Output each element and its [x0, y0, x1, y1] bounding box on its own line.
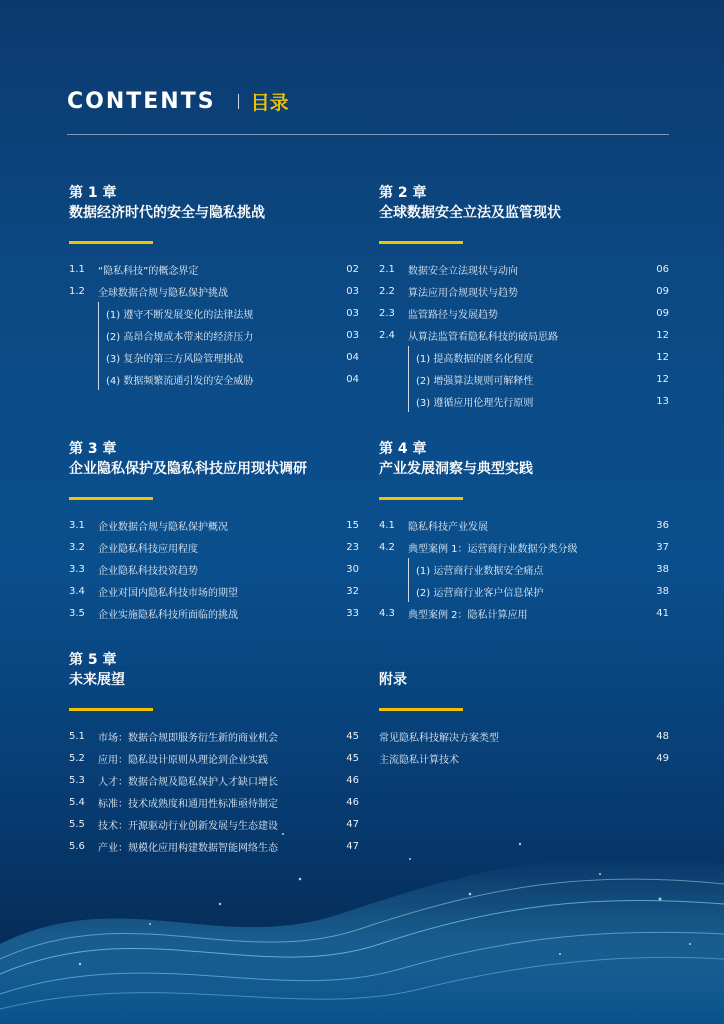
chapter-4 — [379, 440, 669, 624]
entry-page: 49 — [656, 752, 669, 764]
entry-page: 02 — [346, 263, 359, 275]
entry-label: 标准：技术成熟度和通用性标准亟待制定 — [98, 798, 278, 810]
entry-label: (1) 运营商行业数据安全痛点 — [416, 565, 544, 577]
entry-label: (3) 遵循应用伦理先行原则 — [416, 397, 534, 409]
title-separator — [238, 94, 239, 109]
entry-number: 5.6 — [69, 840, 85, 852]
toc-entry[interactable] — [69, 258, 359, 280]
entry-page: 32 — [346, 585, 359, 597]
entry-label: “隐私科技”的概念界定 — [98, 265, 199, 277]
entry-number: 2.1 — [379, 263, 395, 275]
chapter-number: 第 5 章 — [69, 652, 117, 668]
toc-entry[interactable] — [69, 580, 359, 602]
toc-subentry[interactable] — [416, 580, 669, 602]
toc-subentry[interactable] — [106, 368, 359, 390]
toc-entry[interactable] — [69, 602, 359, 624]
chapter-number: 第 3 章 — [69, 441, 117, 457]
toc-subentry[interactable] — [416, 558, 669, 580]
entry-page: 23 — [346, 541, 359, 553]
subentry-group — [408, 346, 669, 412]
entry-label: (1) 遵守不断发展变化的法律法规 — [106, 309, 254, 321]
chapter-5 — [69, 651, 359, 857]
chapter-underline — [379, 708, 463, 711]
toc-entry[interactable] — [69, 769, 359, 791]
entry-label: (1) 提高数据的匿名化程度 — [416, 353, 534, 365]
entry-label: 典型案例 1：运营商行业数据分类分级 — [408, 543, 578, 555]
chapter-underline — [69, 708, 153, 711]
chapter-1 — [69, 184, 359, 390]
toc-entry[interactable] — [69, 725, 359, 747]
chapter-3 — [69, 440, 359, 624]
toc-entry[interactable] — [379, 302, 669, 324]
entry-label: (2) 高昂合规成本带来的经济压力 — [106, 331, 254, 343]
entry-number: 5.3 — [69, 774, 85, 786]
toc-entry[interactable] — [379, 747, 669, 769]
toc-entry[interactable] — [69, 558, 359, 580]
entry-label: 监管路径与发展趋势 — [408, 309, 498, 321]
entry-number: 4.2 — [379, 541, 395, 553]
toc-entry[interactable] — [379, 258, 669, 280]
entry-label: 典型案例 2：隐私计算应用 — [408, 609, 528, 621]
chapter-2 — [379, 184, 669, 412]
toc-subentry[interactable] — [416, 346, 669, 368]
entry-label: 主流隐私计算技术 — [379, 754, 459, 766]
entry-number: 3.4 — [69, 585, 85, 597]
entry-page: 09 — [656, 285, 669, 297]
chapter-number: 第 4 章 — [379, 441, 427, 457]
entry-label: (2) 运营商行业客户信息保护 — [416, 587, 544, 599]
entry-page: 30 — [346, 563, 359, 575]
entry-page: 37 — [656, 541, 669, 553]
entry-label: 人才：数据合规及隐私保护人才缺口增长 — [98, 776, 278, 788]
entry-label: 全球数据合规与隐私保护挑战 — [98, 287, 228, 299]
toc-entry[interactable] — [379, 602, 669, 624]
entry-page: 36 — [656, 519, 669, 531]
entry-label: (4) 数据频繁流通引发的安全威胁 — [106, 375, 254, 387]
toc-entry[interactable] — [379, 536, 669, 558]
entry-label: (3) 复杂的第三方风险管理挑战 — [106, 353, 244, 365]
toc-entry[interactable] — [69, 813, 359, 835]
entry-label: 企业隐私科技投资趋势 — [98, 565, 198, 577]
entry-page: 38 — [656, 585, 669, 597]
entry-label: 数据安全立法现状与动向 — [408, 265, 518, 277]
entry-page: 33 — [346, 607, 359, 619]
mulu-title: 目录 — [250, 92, 289, 114]
entry-label: 企业数据合规与隐私保护概况 — [98, 521, 228, 533]
entry-page: 38 — [656, 563, 669, 575]
entry-page: 03 — [346, 285, 359, 297]
entry-number: 3.3 — [69, 563, 85, 575]
entry-number: 3.2 — [69, 541, 85, 553]
toc-entry[interactable] — [69, 514, 359, 536]
toc-entry[interactable] — [379, 725, 669, 747]
header-rule — [67, 134, 669, 135]
entry-label: 企业隐私科技应用程度 — [98, 543, 198, 555]
chapter-underline — [69, 497, 153, 500]
entry-page: 45 — [346, 752, 359, 764]
toc-subentry[interactable] — [416, 390, 669, 412]
entry-number: 4.1 — [379, 519, 395, 531]
entry-page: 48 — [656, 730, 669, 742]
entry-number: 3.1 — [69, 519, 85, 531]
entry-page: 13 — [656, 395, 669, 407]
toc-entry[interactable] — [379, 280, 669, 302]
entry-page: 46 — [346, 796, 359, 808]
appendix-title: 附录 — [379, 672, 407, 688]
entry-page: 12 — [656, 329, 669, 341]
toc-entry[interactable] — [69, 747, 359, 769]
toc-entry[interactable] — [69, 835, 359, 857]
entry-label: 企业对国内隐私科技市场的期望 — [98, 587, 238, 599]
entry-number: 1.2 — [69, 285, 85, 297]
chapter-underline — [379, 241, 463, 244]
appendix — [379, 670, 669, 769]
toc-subentry[interactable] — [416, 368, 669, 390]
entry-page: 03 — [346, 329, 359, 341]
entry-number: 5.2 — [69, 752, 85, 764]
toc-entry[interactable] — [379, 514, 669, 536]
subentry-group — [408, 558, 669, 602]
entry-label: 隐私科技产业发展 — [408, 521, 488, 533]
entry-number: 2.3 — [379, 307, 395, 319]
chapter-number: 第 1 章 — [69, 185, 117, 201]
toc-subentry[interactable] — [106, 324, 359, 346]
entry-label: 产业：规模化应用构建数据智能网络生态 — [98, 842, 278, 854]
toc-subentry[interactable] — [106, 302, 359, 324]
entry-label: (2) 增强算法规则可解释性 — [416, 375, 534, 387]
toc-entry[interactable] — [379, 324, 669, 346]
entry-page: 41 — [656, 607, 669, 619]
entry-page: 03 — [346, 307, 359, 319]
entry-page: 04 — [346, 373, 359, 385]
entry-page: 12 — [656, 373, 669, 385]
entry-page: 47 — [346, 818, 359, 830]
entry-label: 应用：隐私设计原则从理论到企业实践 — [98, 754, 268, 766]
entry-label: 算法应用合规现状与趋势 — [408, 287, 518, 299]
chapter-title: 企业隐私保护及隐私科技应用现状调研 — [69, 461, 307, 477]
chapter-title: 产业发展洞察与典型实践 — [379, 461, 533, 477]
contents-title: CONTENTS — [67, 89, 216, 114]
entry-page: 04 — [346, 351, 359, 363]
entry-number: 5.5 — [69, 818, 85, 830]
chapter-underline — [69, 241, 153, 244]
chapter-title: 数据经济时代的安全与隐私挑战 — [69, 205, 265, 221]
entry-number: 1.1 — [69, 263, 85, 275]
entry-label: 技术：开源驱动行业创新发展与生态建设 — [98, 820, 278, 832]
entry-number: 2.4 — [379, 329, 395, 341]
entry-page: 46 — [346, 774, 359, 786]
entry-page: 45 — [346, 730, 359, 742]
entry-page: 47 — [346, 840, 359, 852]
contents-header — [67, 88, 289, 115]
chapter-title: 未来展望 — [69, 672, 125, 688]
toc-entry[interactable] — [69, 791, 359, 813]
toc-entry[interactable] — [69, 536, 359, 558]
entry-number: 5.4 — [69, 796, 85, 808]
entry-number: 4.3 — [379, 607, 395, 619]
entry-label: 企业实施隐私科技所面临的挑战 — [98, 609, 238, 621]
entry-number: 3.5 — [69, 607, 85, 619]
entry-page: 15 — [346, 519, 359, 531]
entry-label: 市场：数据合规即服务衍生新的商业机会 — [98, 732, 278, 744]
chapter-title: 全球数据安全立法及监管现状 — [379, 205, 561, 221]
chapter-number: 第 2 章 — [379, 185, 427, 201]
chapter-underline — [379, 497, 463, 500]
entry-page: 12 — [656, 351, 669, 363]
entry-label: 从算法监管看隐私科技的破局思路 — [408, 331, 558, 343]
entry-page: 06 — [656, 263, 669, 275]
entry-page: 09 — [656, 307, 669, 319]
entry-number: 2.2 — [379, 285, 395, 297]
toc-entry[interactable] — [69, 280, 359, 302]
subentry-group — [98, 302, 359, 390]
entry-number: 5.1 — [69, 730, 85, 742]
entry-label: 常见隐私科技解决方案类型 — [379, 732, 499, 744]
toc-subentry[interactable] — [106, 346, 359, 368]
